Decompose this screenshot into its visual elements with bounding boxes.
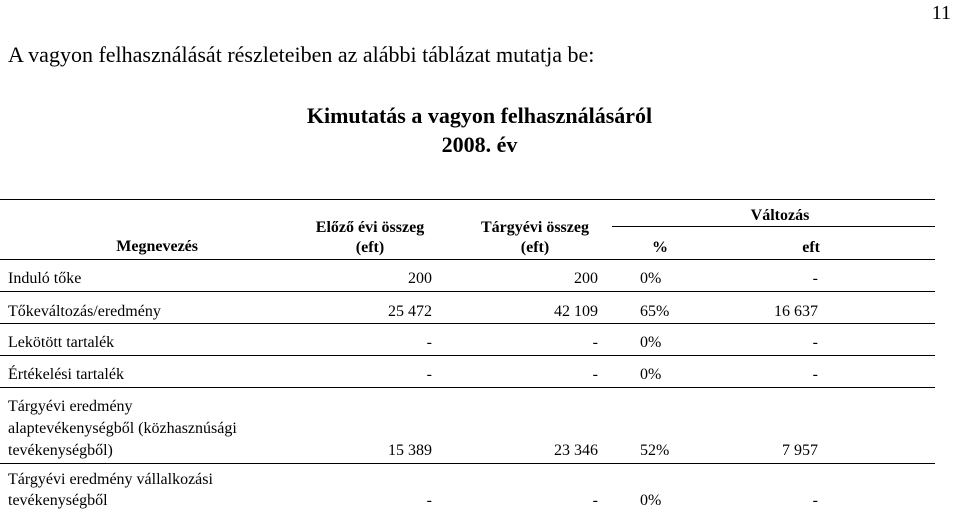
row-3-prev: - bbox=[426, 334, 432, 351]
header-change-eft: eft bbox=[802, 239, 820, 256]
header-curr-line2: (eft) bbox=[520, 239, 550, 256]
row-5-prev: 15 389 bbox=[388, 442, 432, 459]
row-4-name: Értékelési tartalék bbox=[8, 366, 124, 383]
row-2-pct: 65% bbox=[640, 303, 670, 320]
row-1-curr: 200 bbox=[574, 270, 598, 287]
header-prev-line1: Előző évi összeg bbox=[315, 219, 425, 236]
change-subheader-rule bbox=[612, 226, 935, 227]
header-curr-line1: Tárgyévi összeg bbox=[481, 219, 589, 236]
row-rule-3 bbox=[0, 355, 935, 356]
row-3-curr: - bbox=[592, 334, 598, 351]
row-6-eft: - bbox=[812, 492, 818, 509]
row-6-prev: - bbox=[426, 492, 432, 509]
row-5-pct: 52% bbox=[640, 442, 670, 459]
row-1-pct: 0% bbox=[640, 270, 662, 287]
row-2-name: Tőkeváltozás/eredmény bbox=[8, 303, 161, 320]
table-title: Kimutatás a vagyon felhasználásáról bbox=[306, 103, 653, 128]
row-1-prev: 200 bbox=[408, 270, 432, 287]
row-4-prev: - bbox=[426, 366, 432, 383]
page-number: 11 bbox=[931, 2, 951, 24]
row-2-eft: 16 637 bbox=[774, 303, 818, 320]
header-change-pct: % bbox=[652, 239, 668, 256]
row-5-name-line1: Tárgyévi eredmény bbox=[8, 398, 133, 415]
row-3-name: Lekötött tartalék bbox=[8, 334, 115, 351]
row-rule-2 bbox=[0, 323, 935, 324]
row-rule-4 bbox=[0, 387, 935, 388]
row-3-eft: - bbox=[812, 334, 818, 351]
row-1-eft: - bbox=[812, 270, 818, 287]
row-1-name: Induló tőke bbox=[8, 270, 82, 287]
row-4-eft: - bbox=[812, 366, 818, 383]
row-3-pct: 0% bbox=[640, 334, 662, 351]
row-5-name-line3: tevékenységből) bbox=[8, 442, 113, 459]
row-2-prev: 25 472 bbox=[388, 303, 432, 320]
row-5-curr: 23 346 bbox=[554, 442, 598, 459]
row-6-name-line2: tevékenységből bbox=[8, 492, 108, 509]
row-5-name-line2: alaptevékenységből (közhasznúsági bbox=[8, 420, 237, 437]
row-6-name-line1: Tárgyévi eredmény vállalkozási bbox=[8, 471, 213, 488]
header-change: Változás bbox=[750, 207, 810, 224]
header-prev-line2: (eft) bbox=[355, 239, 385, 256]
row-5-eft: 7 957 bbox=[782, 442, 818, 459]
header-name: Megnevezés bbox=[116, 238, 198, 255]
table-rule-top bbox=[0, 199, 935, 200]
row-4-pct: 0% bbox=[640, 366, 662, 383]
row-rule-1 bbox=[0, 291, 935, 292]
row-6-pct: 0% bbox=[640, 492, 662, 509]
intro-text: A vagyon felhasználását részleteiben az alábbi táblázat mutatja be: bbox=[8, 42, 595, 67]
row-6-curr: - bbox=[592, 492, 598, 509]
table-subtitle-year: 2008. év bbox=[441, 132, 518, 157]
row-4-curr: - bbox=[592, 366, 598, 383]
header-bottom-rule bbox=[0, 259, 935, 260]
row-rule-5 bbox=[0, 463, 935, 464]
row-2-curr: 42 109 bbox=[554, 303, 598, 320]
